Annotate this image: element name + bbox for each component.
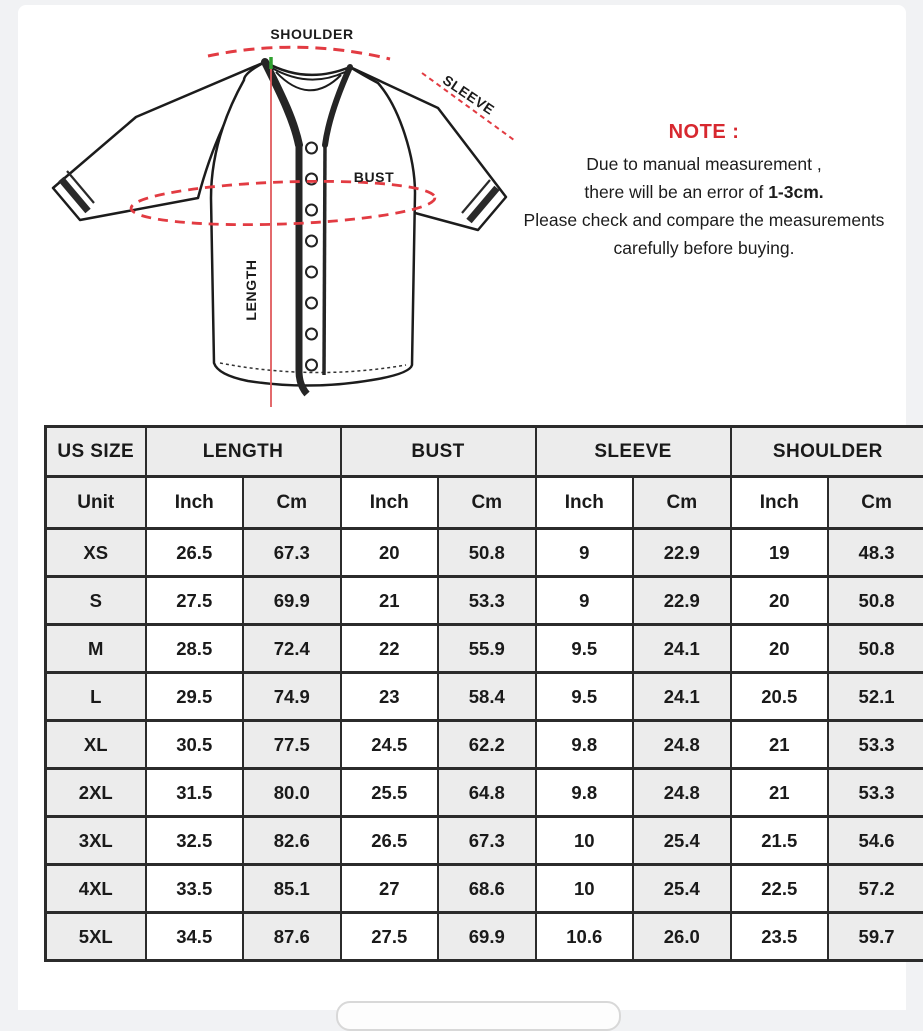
table-row-3xl (46, 817, 923, 865)
value-cell: 9.8 (536, 721, 634, 769)
note-line-2-text: there will be an error of (584, 182, 768, 202)
value-cell: 27.5 (146, 577, 244, 625)
size-chart-table (44, 425, 923, 962)
content-card (18, 5, 906, 1010)
value-cell: 22.9 (633, 529, 731, 577)
value-cell: 21 (341, 577, 439, 625)
value-cell: 67.3 (243, 529, 341, 577)
value-cell: 50.8 (438, 529, 536, 577)
header-sleeve: SLEEVE (536, 427, 731, 477)
value-cell: 10.6 (536, 913, 634, 961)
value-cell: 9.5 (536, 625, 634, 673)
jersey-body-icon (211, 62, 415, 394)
value-cell: 9 (536, 529, 634, 577)
table-row-2xl (46, 769, 923, 817)
table-row-s (46, 577, 923, 625)
size-cell: XL (46, 721, 146, 769)
value-cell: 23 (341, 673, 439, 721)
size-cell: L (46, 673, 146, 721)
value-cell: 72.4 (243, 625, 341, 673)
sleeve-label: SLEEVE (440, 72, 498, 118)
unit-cell: Cm (243, 477, 341, 529)
value-cell: 9.8 (536, 769, 634, 817)
value-cell: 50.8 (828, 625, 923, 673)
value-cell: 25.5 (341, 769, 439, 817)
value-cell: 22 (341, 625, 439, 673)
value-cell: 24.1 (633, 625, 731, 673)
header-bust: BUST (341, 427, 536, 477)
value-cell: 80.0 (243, 769, 341, 817)
value-cell: 26.0 (633, 913, 731, 961)
unit-cell: Unit (46, 477, 146, 529)
note-line-2-bold: 1-3cm. (768, 182, 823, 202)
value-cell: 26.5 (146, 529, 244, 577)
value-cell: 69.9 (438, 913, 536, 961)
value-cell: 24.5 (341, 721, 439, 769)
size-cell: XS (46, 529, 146, 577)
value-cell: 24.8 (633, 721, 731, 769)
value-cell: 22.5 (731, 865, 829, 913)
table-row-m (46, 625, 923, 673)
unit-cell: Inch (536, 477, 634, 529)
shoulder-label: SHOULDER (270, 26, 353, 42)
table-row-5xl (46, 913, 923, 961)
value-cell: 20 (341, 529, 439, 577)
value-cell: 20 (731, 625, 829, 673)
header-length: LENGTH (146, 427, 341, 477)
value-cell: 27.5 (341, 913, 439, 961)
unit-cell: Cm (438, 477, 536, 529)
value-cell: 19 (731, 529, 829, 577)
unit-cell: Inch (341, 477, 439, 529)
value-cell: 53.3 (828, 769, 923, 817)
value-cell: 21 (731, 769, 829, 817)
value-cell: 54.6 (828, 817, 923, 865)
value-cell: 62.2 (438, 721, 536, 769)
size-cell: S (46, 577, 146, 625)
value-cell: 20.5 (731, 673, 829, 721)
note-line-1: Due to manual measurement , (473, 150, 923, 178)
jersey-diagram (48, 13, 518, 417)
value-cell: 10 (536, 865, 634, 913)
value-cell: 53.3 (438, 577, 536, 625)
table-header-row (46, 427, 923, 477)
note-line-3: Please check and compare the measurements (473, 206, 923, 234)
value-cell: 25.4 (633, 865, 731, 913)
value-cell: 50.8 (828, 577, 923, 625)
value-cell: 23.5 (731, 913, 829, 961)
bust-label: BUST (354, 169, 395, 185)
note-line-2 (473, 178, 923, 206)
value-cell: 69.9 (243, 577, 341, 625)
value-cell: 87.6 (243, 913, 341, 961)
value-cell: 55.9 (438, 625, 536, 673)
value-cell: 68.6 (438, 865, 536, 913)
value-cell: 77.5 (243, 721, 341, 769)
value-cell: 21.5 (731, 817, 829, 865)
bottom-button-partial[interactable] (336, 1001, 621, 1031)
size-cell: M (46, 625, 146, 673)
header-us-size: US SIZE (46, 427, 146, 477)
table-unit-row (46, 477, 923, 529)
value-cell: 28.5 (146, 625, 244, 673)
value-cell: 24.8 (633, 769, 731, 817)
value-cell: 27 (341, 865, 439, 913)
value-cell: 32.5 (146, 817, 244, 865)
value-cell: 52.1 (828, 673, 923, 721)
value-cell: 20 (731, 577, 829, 625)
value-cell: 9.5 (536, 673, 634, 721)
size-cell: 3XL (46, 817, 146, 865)
value-cell: 21 (731, 721, 829, 769)
size-cell: 5XL (46, 913, 146, 961)
note-line-4: carefully before buying. (473, 234, 923, 262)
length-label: LENGTH (243, 259, 259, 320)
value-cell: 64.8 (438, 769, 536, 817)
shoulder-measure-arc (208, 47, 390, 59)
value-cell: 53.3 (828, 721, 923, 769)
value-cell: 10 (536, 817, 634, 865)
value-cell: 25.4 (633, 817, 731, 865)
value-cell: 33.5 (146, 865, 244, 913)
value-cell: 24.1 (633, 673, 731, 721)
value-cell: 58.4 (438, 673, 536, 721)
table-row-xl (46, 721, 923, 769)
size-cell: 4XL (46, 865, 146, 913)
table-row-xs (46, 529, 923, 577)
table-row-4xl (46, 865, 923, 913)
unit-cell: Cm (633, 477, 731, 529)
value-cell: 74.9 (243, 673, 341, 721)
value-cell: 48.3 (828, 529, 923, 577)
unit-cell: Inch (731, 477, 829, 529)
jersey-diagram-svg (48, 13, 518, 417)
value-cell: 29.5 (146, 673, 244, 721)
value-cell: 82.6 (243, 817, 341, 865)
value-cell: 26.5 (341, 817, 439, 865)
value-cell: 22.9 (633, 577, 731, 625)
measurement-note (473, 121, 923, 262)
unit-cell: Inch (146, 477, 244, 529)
value-cell: 85.1 (243, 865, 341, 913)
header-shoulder: SHOULDER (731, 427, 923, 477)
note-title: NOTE : (473, 121, 923, 144)
value-cell: 67.3 (438, 817, 536, 865)
value-cell: 30.5 (146, 721, 244, 769)
value-cell: 59.7 (828, 913, 923, 961)
table-row-l (46, 673, 923, 721)
value-cell: 34.5 (146, 913, 244, 961)
value-cell: 57.2 (828, 865, 923, 913)
unit-cell: Cm (828, 477, 923, 529)
value-cell: 9 (536, 577, 634, 625)
value-cell: 31.5 (146, 769, 244, 817)
size-cell: 2XL (46, 769, 146, 817)
